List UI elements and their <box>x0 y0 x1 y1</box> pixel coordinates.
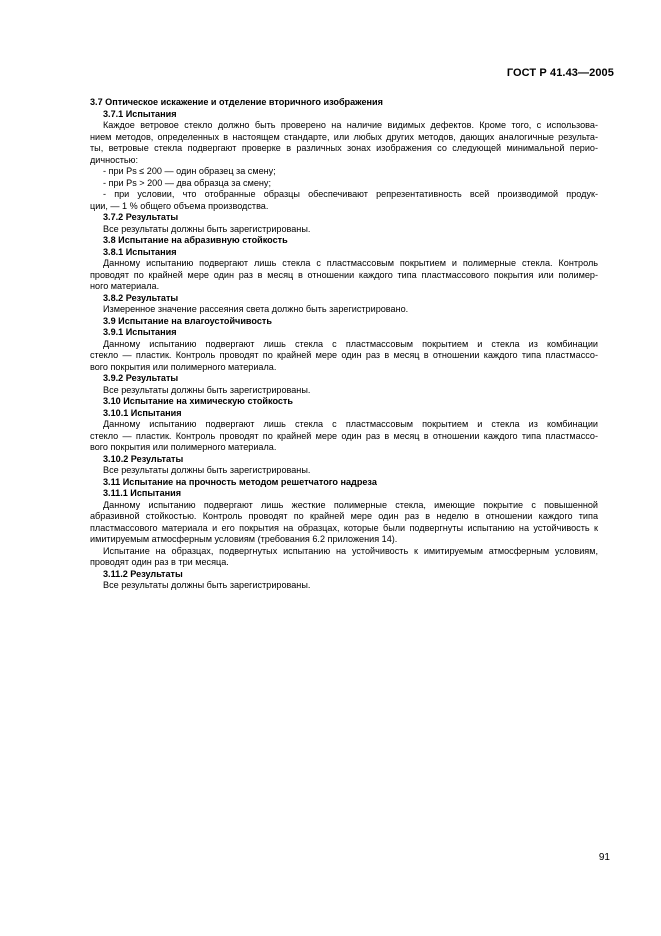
text-line: проводят один раз в три месяца. <box>90 557 229 567</box>
text-line: нием методов, определенных в настоящем стандарте, или любых других методов, дающих аналогичные результа- <box>90 131 598 142</box>
section-heading: 3.11.1 Испытания <box>103 488 182 498</box>
text-line: имитируемым атмосферным условиям (требования 6.2 приложения 14). <box>90 534 398 544</box>
text-line: Все результаты должны быть зарегистрированы. <box>103 384 311 395</box>
text-line: Каждое ветровое стекло должно быть проверено на наличие видимых дефектов. Кроме того, с использова- <box>103 120 598 130</box>
section-heading: 3.8.2 Результаты <box>103 292 179 303</box>
text-line: пластмассового материала и его покрытия на образцах, которые были подвергнуты испытанию на устойчивость к <box>90 522 598 533</box>
section-heading: 3.9.2 Результаты <box>103 373 179 383</box>
text-line: проводят по крайней мере один раз в месяц в отношении каждого типа пластмассового покрытия или полимер- <box>90 269 598 280</box>
section-heading: 3.7.2 Результаты <box>103 212 179 222</box>
document-code-header: ГОСТ Р 41.43—2005 <box>506 67 614 79</box>
text-line: Измеренное значение рассеяния света должно быть зарегистрировано. <box>103 304 409 314</box>
text-line: Данному испытанию подвергают лишь стекла с пластмассовым покрытием и стекла из комбинации <box>103 419 598 429</box>
section-heading: 3.10.1 Испытания <box>103 407 182 418</box>
text-line: Все результаты должны быть зарегистрированы. <box>103 223 311 234</box>
text-line: вого покрытия или полимерного материала. <box>90 442 277 452</box>
section-heading: 3.8 Испытание на абразивную стойкость <box>103 235 288 245</box>
section-heading: 3.7.1 Испытания <box>103 108 177 119</box>
section-heading: 3.7 Оптическое искажение и отделение вторичного изображения <box>90 97 383 107</box>
text-line: - при Ps ≤ 200 — один образец за смену; <box>103 166 276 176</box>
text-line: - при Ps > 200 — два образца за смену; <box>103 177 272 188</box>
section-heading: 3.8.1 Испытания <box>103 246 177 257</box>
text-line: ты, ветровые стекла подвергают проверке в различных зонах изображения со следующей минимальной перио- <box>90 143 598 153</box>
section-heading: 3.9.1 Испытания <box>103 327 177 337</box>
text-line: Испытание на образцах, подвергнутых испытанию на устойчивость к имитируемым атмосферным условиям, <box>103 545 598 556</box>
text-line: - при условии, что отобранные образцы обеспечивают репрезентативность всей производимой продук- <box>103 189 598 199</box>
section-heading: 3.10.2 Результаты <box>103 453 184 464</box>
text-line: дичностью: <box>90 154 138 165</box>
section-heading: 3.11 Испытание на прочность методом решетчатого надреза <box>103 476 377 487</box>
section-heading: 3.11.2 Результаты <box>103 568 183 579</box>
text-line: Все результаты должны быть зарегистрированы. <box>103 580 311 590</box>
text-line: стекло — пластик. Контроль проводят по крайней мере один раз в месяц в отношении каждого типа пластмассо- <box>90 430 598 441</box>
section-heading: 3.9 Испытание на влагоустойчивость <box>103 315 272 326</box>
text-line: Данному испытанию подвергают лишь жесткие полимерные стекла, имеющие покрытие с повышенной <box>103 499 598 510</box>
section-heading: 3.10 Испытание на химическую стойкость <box>103 396 293 406</box>
text-line: стекло — пластик. Контроль проводят по крайней мере один раз в месяц в отношении каждого типа пластмассо- <box>90 350 598 360</box>
page-number: 91 <box>598 852 610 863</box>
text-line: абразивной стойкостью. Контроль проводят по крайней мере один раз в неделю в отношении каждого типа <box>90 511 598 521</box>
text-line: Данному испытанию подвергают лишь стекла с пластмассовым покрытием и полимерные стекла. Контроль <box>103 258 598 268</box>
text-line: ного материала. <box>90 281 160 291</box>
text-line: вого покрытия или полимерного материала. <box>90 361 277 372</box>
text-line: Данному испытанию подвергают лишь стекла с пластмассовым покрытием и стекла из комбинации <box>103 338 598 349</box>
text-line: Все результаты должны быть зарегистрированы. <box>103 465 311 475</box>
text-line: ции, — 1 % общего объема производства. <box>90 200 269 211</box>
document-body <box>90 97 598 592</box>
